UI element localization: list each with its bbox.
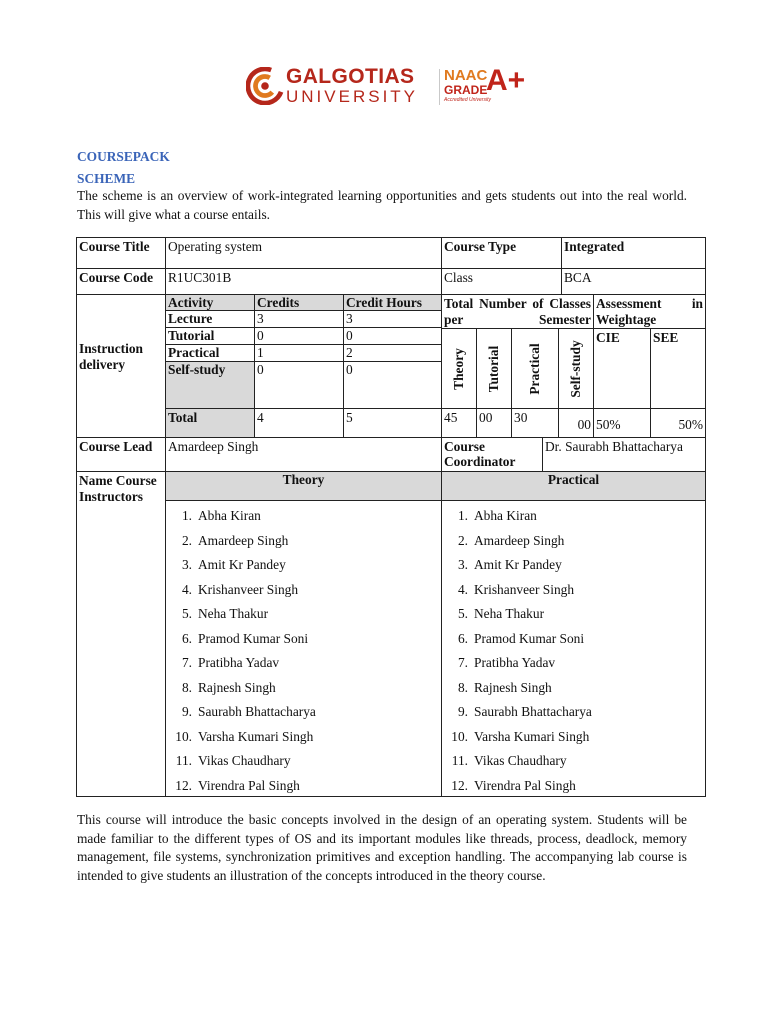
instructor-name: Amardeep Singh [474, 532, 565, 548]
university-name [286, 66, 418, 105]
accredited-label: Accredited University [444, 97, 491, 103]
instructor-item [170, 504, 316, 529]
theory-vertical-label: Theory [451, 347, 466, 390]
instructor-name: Virendra Pal Singh [198, 777, 300, 793]
instructor-number: 10. [451, 728, 468, 744]
instructor-number: 3. [181, 557, 192, 572]
instructor-item [446, 504, 592, 529]
instructor-number: 9. [181, 704, 192, 719]
instructor-item [170, 676, 316, 701]
instructor-number: 6. [181, 630, 192, 646]
instructor-number: 1. [457, 508, 468, 523]
instructor-item [170, 578, 316, 603]
total-credits: 4 [254, 408, 344, 438]
lecture-credits: 3 [254, 310, 344, 328]
theory-instructors-cell [165, 500, 442, 797]
galgotias-emblem-icon [246, 67, 284, 105]
instructor-item [446, 700, 592, 725]
instructor-name: Varsha Kumari Singh [474, 728, 590, 744]
instructor-number: 9. [457, 704, 468, 719]
instructor-item [446, 578, 592, 603]
instructor-number: 11. [451, 753, 468, 768]
instructor-item [170, 553, 316, 578]
instructor-number: 2. [181, 532, 192, 548]
credit-hours-header: Credit Hours [343, 294, 442, 311]
course-lead-value: Amardeep Singh [165, 437, 442, 472]
instructor-number: 7. [457, 655, 468, 670]
instructor-name: Saurabh Bhattacharya [198, 704, 316, 719]
see-header: SEE [650, 328, 706, 409]
university-name-line1: GALGOTIAS [286, 65, 415, 88]
theory-instructors-list [170, 504, 316, 797]
instructor-name: Amardeep Singh [198, 532, 289, 548]
assessment-header: Assessment in Weightage [593, 294, 706, 329]
instructor-item [170, 627, 316, 652]
course-code-label: Course Code [76, 268, 166, 295]
instructor-item [446, 749, 592, 774]
instructor-number: 7. [181, 655, 192, 670]
theory-vertical-header [441, 328, 477, 409]
tutorial-vertical-header [476, 328, 512, 409]
tutorial-credits: 0 [254, 327, 344, 345]
self-study-credits: 0 [254, 361, 344, 409]
instructor-item [446, 529, 592, 554]
classes-theory: 45 [441, 408, 477, 438]
total-classes-header: Total Number of Classes per Semester [441, 294, 594, 329]
instructor-number: 11. [175, 753, 192, 768]
instructor-name: Rajnesh Singh [198, 679, 276, 695]
self-study-hours: 0 [343, 361, 442, 409]
instructor-number: 10. [175, 728, 192, 744]
instructor-number: 4. [457, 581, 468, 597]
instructor-item [446, 676, 592, 701]
instruction-delivery-label: Instruction delivery [76, 294, 166, 438]
scheme-heading: SCHEME [77, 171, 136, 186]
instructor-item [170, 602, 316, 627]
instructor-item [170, 725, 316, 750]
instructor-item [170, 700, 316, 725]
naac-badge [444, 64, 526, 103]
tutorial-hours: 0 [343, 327, 442, 345]
instructor-number: 4. [181, 581, 192, 597]
instructor-item [170, 749, 316, 774]
practical-instructors-list [446, 504, 592, 797]
instructor-item [170, 651, 316, 676]
instructor-name: Rajnesh Singh [474, 679, 552, 695]
logo-divider [439, 69, 440, 105]
course-lead-label: Course Lead [76, 437, 166, 472]
instructors-label: Name Course Instructors [76, 471, 166, 797]
see-value: 50% [650, 408, 706, 438]
instructor-number: 8. [457, 679, 468, 695]
course-coordinator-label: Course Coordinator [441, 437, 543, 472]
total-hours: 5 [343, 408, 442, 438]
instructor-item [446, 627, 592, 652]
instructor-name: Varsha Kumari Singh [198, 728, 314, 744]
cie-header: CIE [593, 328, 651, 409]
instructor-item [170, 774, 316, 798]
instructor-name: Pratibha Yadav [474, 655, 556, 670]
course-description: This course will introduce the basic concepts involved in the design of an operating system. Students will be made familiar to the different types of OS and its important modules like threads, process, deadlock, memory management, file systems, synchronization primitives and exception handling. The accompanying lab course is intended to give students an illustration of the concepts introduced in the theory course. [77, 812, 687, 883]
naac-label: NAAC [444, 67, 488, 84]
credits-header: Credits [254, 294, 344, 311]
practical-hours: 2 [343, 344, 442, 362]
instructor-number: 8. [181, 679, 192, 695]
instructor-name: Abha Kiran [474, 508, 537, 523]
intro-paragraph: The scheme is an overview of work-integrated learning opportunities and gets students out into the real world. This will give what a course entails. [77, 188, 687, 222]
class-label: Class [441, 268, 562, 295]
instructor-item [446, 725, 592, 750]
activity-tutorial: Tutorial [165, 327, 255, 345]
instructor-number: 3. [457, 557, 468, 572]
university-logo [246, 66, 536, 108]
instructor-number: 6. [457, 630, 468, 646]
instructor-name: Vikas Chaudhary [474, 753, 567, 768]
instructor-name: Amit Kr Pandey [198, 557, 286, 572]
instructor-name: Amit Kr Pandey [474, 557, 562, 572]
instructor-item [170, 529, 316, 554]
course-scheme-table [76, 237, 706, 797]
instructor-item [446, 602, 592, 627]
instructor-number: 12. [175, 777, 192, 793]
practical-vertical-label: Practical [527, 342, 542, 395]
course-title-value: Operating system [165, 237, 442, 269]
practical-credits: 1 [254, 344, 344, 362]
instructor-name: Pratibha Yadav [198, 655, 280, 670]
course-type-value: Integrated [561, 237, 706, 269]
instructor-name: Neha Thakur [198, 606, 269, 621]
class-value: BCA [561, 268, 706, 295]
university-name-line2: UNIVERSITY [286, 87, 419, 106]
instructor-number: 12. [451, 777, 468, 793]
course-title-label: Course Title [76, 237, 166, 269]
self-study-vertical-label: Self-study [568, 339, 583, 398]
cie-value: 50% [593, 408, 651, 438]
tutorial-vertical-label: Tutorial [486, 345, 501, 392]
instructor-item [446, 774, 592, 798]
instructor-name: Saurabh Bhattacharya [474, 704, 592, 719]
grade-label: GRADE [444, 83, 488, 97]
instructor-number: 2. [457, 532, 468, 548]
instructor-name: Krishanveer Singh [474, 581, 575, 597]
practical-instructors-cell [441, 500, 706, 797]
coursepack-heading: COURSEPACK [77, 149, 170, 164]
activity-practical: Practical [165, 344, 255, 362]
classes-practical: 30 [511, 408, 559, 438]
classes-tutorial: 00 [476, 408, 512, 438]
self-study-vertical-header [558, 328, 594, 409]
grade-value: A+ [486, 64, 526, 97]
course-coordinator-value: Dr. Saurabh Bhattacharya [542, 437, 706, 472]
lecture-hours: 3 [343, 310, 442, 328]
instructor-number: 5. [457, 606, 468, 621]
activity-self-study: Self-study [165, 361, 255, 409]
instructor-name: Neha Thakur [474, 606, 545, 621]
course-type-label: Course Type [441, 237, 562, 269]
instructor-item [446, 651, 592, 676]
instructor-name: Pramod Kumar Soni [474, 630, 585, 646]
instructor-name: Krishanveer Singh [198, 581, 299, 597]
practical-vertical-header [511, 328, 559, 409]
instructor-name: Virendra Pal Singh [474, 777, 576, 793]
instructor-number: 5. [181, 606, 192, 621]
instructor-item [446, 553, 592, 578]
classes-self-study: 00 [558, 408, 594, 438]
total-label: Total [165, 408, 255, 438]
instructor-name: Abha Kiran [198, 508, 261, 523]
activity-header: Activity [165, 294, 255, 311]
practical-instructors-header: Practical [441, 471, 706, 501]
course-code-value: R1UC301B [165, 268, 442, 295]
theory-instructors-header: Theory [165, 471, 442, 501]
activity-lecture: Lecture [165, 310, 255, 328]
instructor-name: Vikas Chaudhary [198, 753, 291, 768]
instructor-number: 1. [181, 508, 192, 523]
instructor-name: Pramod Kumar Soni [198, 630, 309, 646]
